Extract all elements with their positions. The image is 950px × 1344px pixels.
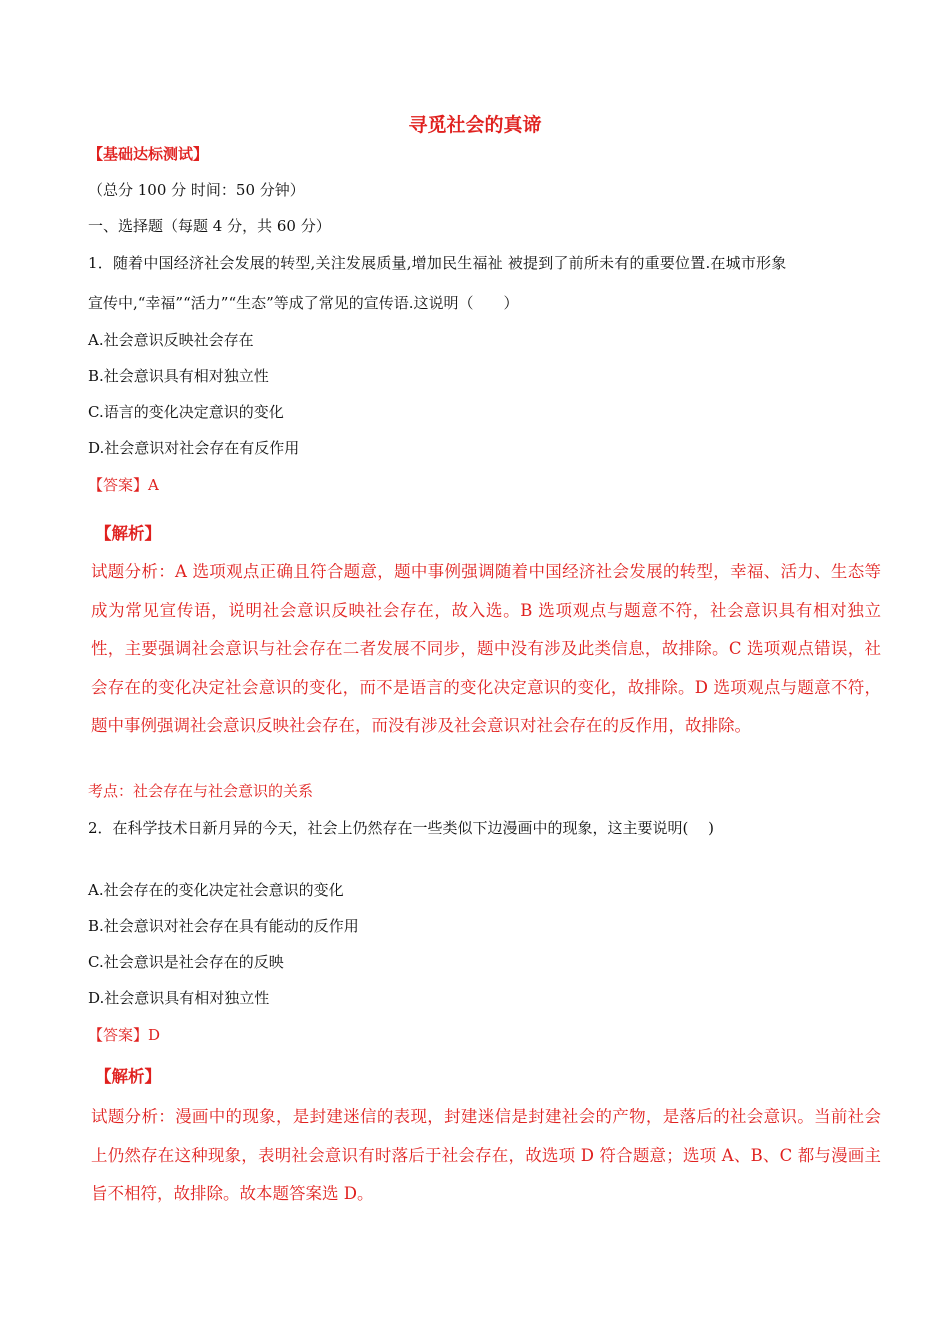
q2-stem: 2．在科学技术日新月异的今天，社会上仍然存在一些类似下边漫画中的现象，这主要说明( ) (88, 819, 715, 837)
q2-answer: 【答案】D (88, 1026, 161, 1044)
q2-option-d: D.社会意识具有相对独立性 (88, 989, 270, 1007)
q2-option-a: A.社会存在的变化决定社会意识的变化 (88, 881, 344, 899)
q1-answer: 【答案】A (88, 476, 159, 494)
section-label: 【基础达标测试】 (88, 145, 209, 163)
q1-kaodian: 考点：社会存在与社会意识的关系 (88, 782, 314, 800)
q2-analysis: 试题分析：漫画中的现象，是封建迷信的表现，封建迷信是封建社会的产物，是落后的社会意识。当前社会上仍然存在这种现象，表明社会意识有时落后于社会存在，故选项 D 符合题意；选项 A、B、C 都与漫画主旨不相符，故排除。故本题答案选 D。 (91, 1107, 881, 1203)
part-heading: 一、选择题（每题 4 分，共 60 分） (88, 217, 331, 235)
q1-analysis: 试题分析：A 选项观点正确且符合题意，题中事例强调随着中国经济社会发展的转型，幸福、活力、生态等成为常见宣传语，说明社会意识反映社会存在，故入选。B 选项观点与题意不符，社会意识具有相对独立性，主要强调社会意识与社会存在二者发展不同步，题中没有涉及此类信息，故排除。C 选项观点错误，社会存在的变化决定社会意识的变化，而不是语言的变化决定意识的变化，故排除。D 选项观点与题意不符，题中事例强调社会意识反映社会存在，而没有涉及社会意识对社会存在的反作用，故排除。 (91, 562, 881, 735)
q1-option-c: C.语言的变化决定意识的变化 (88, 403, 284, 421)
q2-option-b: B.社会意识对社会存在具有能动的反作用 (88, 917, 359, 935)
page-title: 寻觅社会的真谛 (408, 114, 542, 136)
q1-stem-line1: 1．随着中国经济社会发展的转型,关注发展质量,增加民生福祉 被提到了前所未有的重要位置.在城市形象 (88, 254, 787, 272)
q1-option-b: B.社会意识具有相对独立性 (88, 367, 269, 385)
q1-analysis-label: 【解析】 (95, 524, 161, 543)
q1-option-a: A.社会意识反映社会存在 (88, 331, 254, 349)
q1-option-d: D.社会意识对社会存在有反作用 (88, 439, 300, 457)
q2-analysis-label: 【解析】 (95, 1067, 161, 1086)
test-meta: （总分 100 分 时间：50 分钟） (88, 181, 305, 199)
q1-stem-line2: 宣传中,“幸福”“活力”“生态”等成了常见的宣传语.这说明（ ） (88, 294, 519, 312)
q2-option-c: C.社会意识是社会存在的反映 (88, 953, 284, 971)
